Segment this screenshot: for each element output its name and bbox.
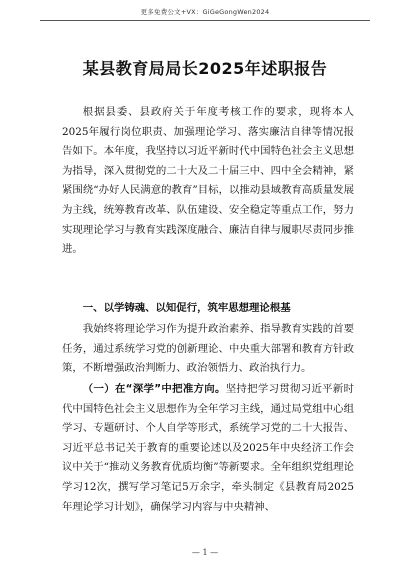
- section-heading: 一、以学铸魂、以知促行，筑牢思想理论根基: [82, 302, 291, 314]
- section-paragraph: 我始终将理论学习作为提升政治素养、指导教育实践的首要任务，通过系统学习党的创新理论、中央重大部署和教育方针政策，不断增强政治判断力、政治领悟力、政治执行力。: [62, 323, 354, 375]
- page-number: — 1 —: [191, 548, 219, 557]
- document-title: 某县教育局局长2025年述职报告: [82, 59, 328, 78]
- subsection-body: 坚持把学习贯彻习近平新时代中国特色社会主义思想作为全年学习主线，通过局党组中心组学习、专题研讨、个人自学等形式，系统学习党的二十大报告、习近平总书记关于教育的重要论述以及2025年中央经济工作会议中关于“推动义务教育优质均衡”等新要求。全年组织党组理论学习12次，撰写学习笔记5万余字，牵头制定《县教育局2025年理论学习计划》，确保学习内容与中央精神、: [62, 383, 354, 513]
- subsection-paragraph: [62, 380, 354, 517]
- header-note: 更多免费公文+VX：GiGeGongWen2024: [140, 8, 270, 16]
- intro-paragraph: 根据县委、县政府关于年度考核工作的要求，现将本人2025年履行岗位职责、加强理论学习、落实廉洁自律等情况报告如下。本年度，我坚持以习近平新时代中国特色社会主义思想为指导，深入贯彻党的二十大及二十届三中、四中全会精神，紧紧围绕“办好人民满意的教育”目标，以推动县域教育高质量发展为主线，统筹教育改革、队伍建设、安全稳定等重点工作，努力实现理论学习与教育实践深度融合、廉洁自律与履职尽责同步推进。: [62, 106, 354, 256]
- header-divider: [40, 20, 370, 21]
- subsection-heading: （一）在“深学”中把准方向。: [82, 383, 226, 395]
